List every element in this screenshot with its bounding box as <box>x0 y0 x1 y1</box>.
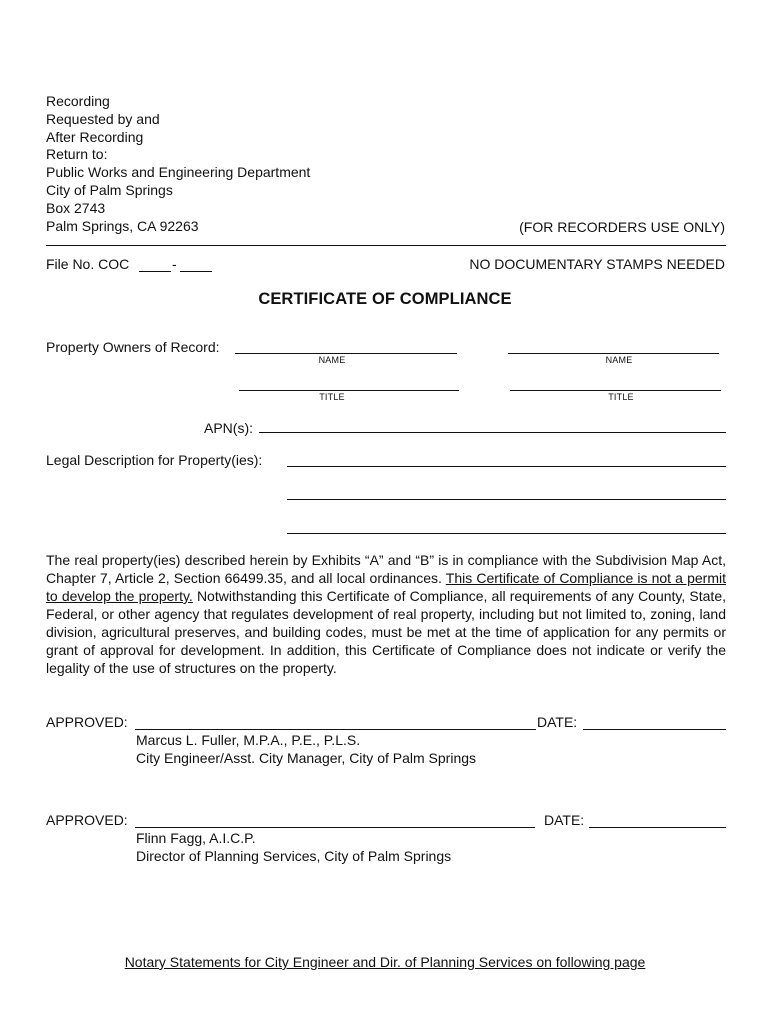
return-line: Return to: <box>46 146 108 163</box>
recorders-use-note: (FOR RECORDERS USE ONLY) <box>519 219 725 235</box>
return-line: City of Palm Springs <box>46 181 173 198</box>
return-line: After Recording <box>46 128 144 145</box>
file-no-field-2[interactable] <box>180 271 212 272</box>
return-line: Public Works and Engineering Department <box>46 164 311 181</box>
file-no-label: File No. COC <box>46 256 130 272</box>
statement-underlined: This Certificate of Compliance is not a permit to develop the property. <box>46 570 726 604</box>
return-line: Recording <box>46 93 110 109</box>
notary-footer-note: Notary Statements for City Engineer and Dir. of Planning Services on following page <box>124 954 646 970</box>
signer-name: Flinn Fagg, A.I.C.P. <box>136 830 256 846</box>
recording-return-address <box>46 93 310 235</box>
legal-description-field-2[interactable] <box>287 499 726 500</box>
date-label: DATE: <box>544 812 585 828</box>
header-divider <box>46 245 726 246</box>
approval-date-field-2[interactable] <box>589 827 726 828</box>
statement-part-2: Notwithstanding this Certificate of Compliance, all requirements of any County, State, Federal, or other agency that regulates development of real property, including but not limited to, zoning, land division, agricultural preserves, and building codes, must be met at the time of application for any permits or grant of approval for development. In addition, this Certificate of Compliance does not indicate or verify the legality of the use of structures on the property. <box>46 588 726 676</box>
file-no-field-1[interactable] <box>139 271 171 272</box>
legal-description-label: Legal Description for Property(ies): <box>46 452 263 468</box>
approval-date-field-1[interactable] <box>583 729 726 730</box>
signer-role: City Engineer/Asst. City Manager, City of Palm Springs <box>136 750 477 766</box>
document-title: CERTIFICATE OF COMPLIANCE <box>258 290 512 308</box>
return-line: Box 2743 <box>46 199 106 216</box>
date-label: DATE: <box>537 714 578 730</box>
apn-field[interactable] <box>259 432 726 433</box>
apn-label: APN(s): <box>204 420 253 436</box>
legal-description-field-1[interactable] <box>287 466 726 467</box>
owner-title-field-1[interactable] <box>239 390 459 391</box>
title-caption: TITLE <box>319 392 345 402</box>
owners-label: Property Owners of Record: <box>46 339 220 355</box>
name-caption: NAME <box>605 355 633 365</box>
return-line: Requested by and <box>46 110 160 127</box>
title-caption: TITLE <box>608 392 634 402</box>
owner-name-field-2[interactable] <box>508 353 719 354</box>
approval-signature-field-2[interactable] <box>135 827 535 828</box>
name-caption: NAME <box>318 355 346 365</box>
owner-name-field-1[interactable] <box>235 353 457 354</box>
return-line: Palm Springs, CA 92263 <box>46 217 199 234</box>
owner-title-field-2[interactable] <box>510 390 721 391</box>
statement-part-1: The real property(ies) described herein by Exhibits “A” and “B” is in compliance with the Subdivision Map Act, Chapter 7, Article 2, Section 66499.35, and all local ordinances. <box>46 552 726 586</box>
file-no-separator: - <box>172 256 177 272</box>
legal-description-field-3[interactable] <box>287 533 726 534</box>
approved-label: APPROVED: <box>46 714 128 730</box>
approved-label: APPROVED: <box>46 812 128 828</box>
signer-name: Marcus L. Fuller, M.P.A., P.E., P.L.S. <box>136 732 361 748</box>
signer-role: Director of Planning Services, City of Palm Springs <box>136 848 452 864</box>
approval-signature-field-1[interactable] <box>135 729 536 730</box>
no-stamps-note: NO DOCUMENTARY STAMPS NEEDED <box>469 256 725 272</box>
compliance-statement <box>46 551 726 677</box>
